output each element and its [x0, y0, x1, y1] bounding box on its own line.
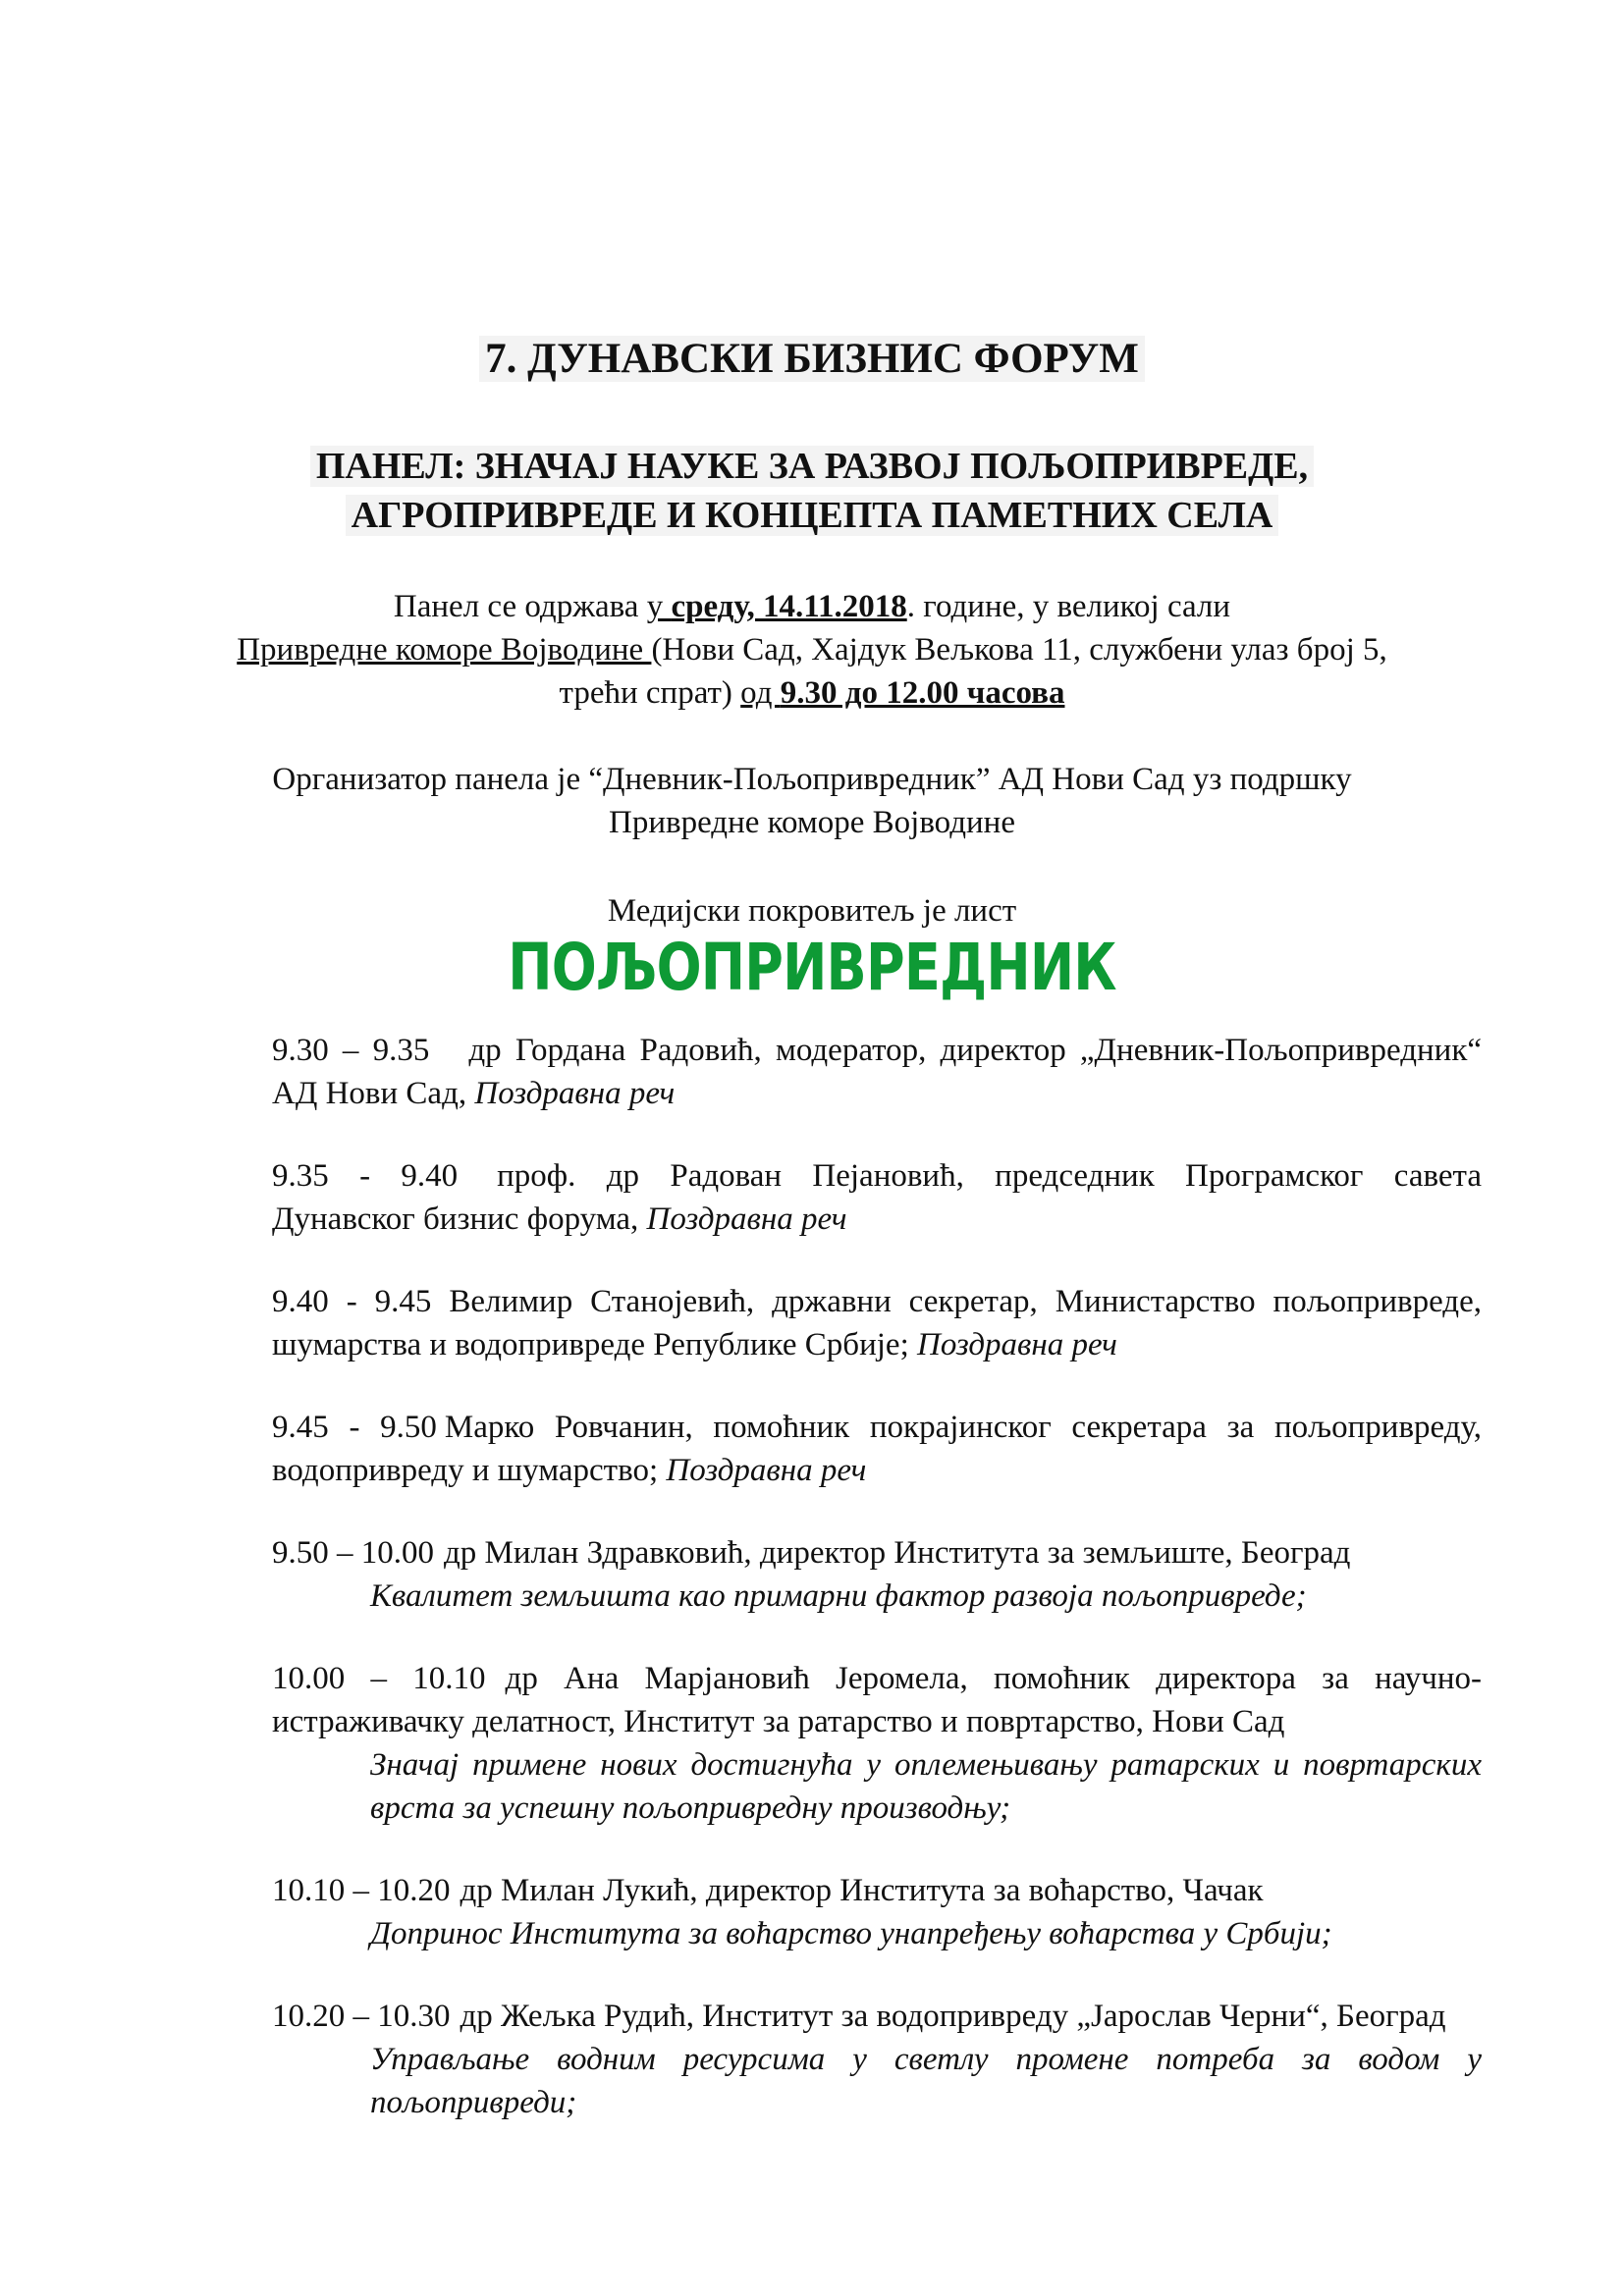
schedule-item: 9.35 - 9.40 проф. др Радован Пејановић, председник Програмског савета Дунавског бизнис форума, Поздравна реч: [272, 1158, 1482, 1237]
panel-title-line-2: АГРОПРИВРЕДЕ И КОНЦЕПТА ПАМЕТНИХ СЕЛА: [346, 495, 1279, 536]
schedule-item: 9.50 – 10.00 др Милан Здравковић, директор Института за земљиште, Београд Квалитет земљишта као примарни фактор развоја пољопривреде;: [272, 1531, 1482, 1618]
venue-line-1: Панел се одржава у среду, 14.11.2018. године, у великој сали: [393, 589, 1231, 624]
schedule-time: 10.20 – 10.30: [272, 1999, 451, 2034]
schedule-time: 9.40 - 9.45: [272, 1284, 432, 1319]
title-text: 7. ДУНАВСКИ БИЗНИС ФОРУМ: [479, 336, 1145, 382]
schedule-time: 9.50 – 10.00: [272, 1535, 434, 1571]
event-time: 9.30 до 12.00 часова: [780, 675, 1065, 711]
schedule-time: 10.10 – 10.20: [272, 1873, 451, 1908]
schedule-time: 10.00 – 10.10: [272, 1661, 486, 1696]
venue-line-3: трећи спрат) од 9.30 до 12.00 часова: [559, 675, 1065, 711]
talk-topic: Допринос Института за воћарство унапређењу воћарства у Србији;: [370, 1916, 1332, 1951]
schedule-item: 10.00 – 10.10 др Ана Марјановић Јеромела, помоћник директора за научно- истраживачку делатност, Институт за ратарство и повртарство, Нови Сад Значај примене нових достигнућа у оплемењивању ратарских и повртарских врста за успешну пољопривредну производњу;: [272, 1657, 1482, 1830]
schedule: [272, 1029, 1482, 2163]
venue-info: [0, 585, 1624, 715]
panel-title: [0, 442, 1624, 540]
schedule-item: 10.20 – 10.30 др Жељка Рудић, Институт за водопривреду „Јарослав Черни“, Београд Управљање водним ресурсима у светлу промене потреба за водом у пољопривреди;: [272, 1995, 1482, 2124]
page-title: [0, 332, 1624, 387]
schedule-item: 9.40 - 9.45 Велимир Станојевић, државни секретар, Министарство пољопривреде, шумарства и водопривреде Републике Србије; Поздравна реч: [272, 1284, 1482, 1362]
schedule-time: 9.35 - 9.40: [272, 1158, 459, 1194]
organizer-line-1: Организатор панела је “Дневник-Пољопривредник” АД Нови Сад уз подршку: [272, 762, 1352, 797]
talk-topic: Значај примене нових достигнућа у оплемењивању ратарских и повртарских: [370, 1747, 1482, 1783]
panel-title-line-1: ПАНЕЛ: ЗНАЧАЈ НАУКЕ ЗА РАЗВОЈ ПОЉОПРИВРЕДЕ,: [310, 446, 1314, 487]
media-sponsor-line: Медијски покровитељ је лист: [607, 893, 1017, 929]
venue-name: Привредне коморе Војводине: [237, 632, 652, 667]
schedule-time: 9.30 – 9.35: [272, 1033, 430, 1068]
organizer-info: [0, 758, 1624, 844]
schedule-time: 9.45 - 9.50: [272, 1410, 437, 1445]
schedule-item: 9.45 - 9.50 Марко Ровчанин, помоћник покрајинског секретара за пољопривреду, водопривреду и шумарство; Поздравна реч: [272, 1410, 1482, 1488]
talk-topic-cont: врста за успешну пољопривредну производњу;: [370, 1790, 1011, 1826]
event-date: среду, 14.11.2018: [671, 589, 907, 624]
poljoprivrednik-logo: ПОЉОПРИВРЕДНИК: [508, 930, 1116, 1005]
schedule-item: 9.30 – 9.35 др Гордана Радовић, модератор, директор „Дневник-Пољопривредник“ АД Нови Сад, Поздравна реч: [272, 1033, 1482, 1111]
talk-topic-cont: пољопривреди;: [370, 2085, 577, 2120]
talk-topic: Квалитет земљишта као примарни фактор развоја пољопривреде;: [370, 1578, 1307, 1614]
schedule-item: 10.10 – 10.20 др Милан Лукић, директор Института за воћарство, Чачак Допринос Института за воћарство унапређењу воћарства у Србији;: [272, 1869, 1482, 1955]
organizer-line-2: Привредне коморе Војводине: [609, 805, 1015, 840]
talk-topic: Управљање водним ресурсима у светлу промене потреба за водом у: [370, 2042, 1482, 2077]
venue-line-2: Привредне коморе Војводине (Нови Сад, Хајдук Вељкова 11, службени улаз број 5,: [237, 632, 1387, 667]
